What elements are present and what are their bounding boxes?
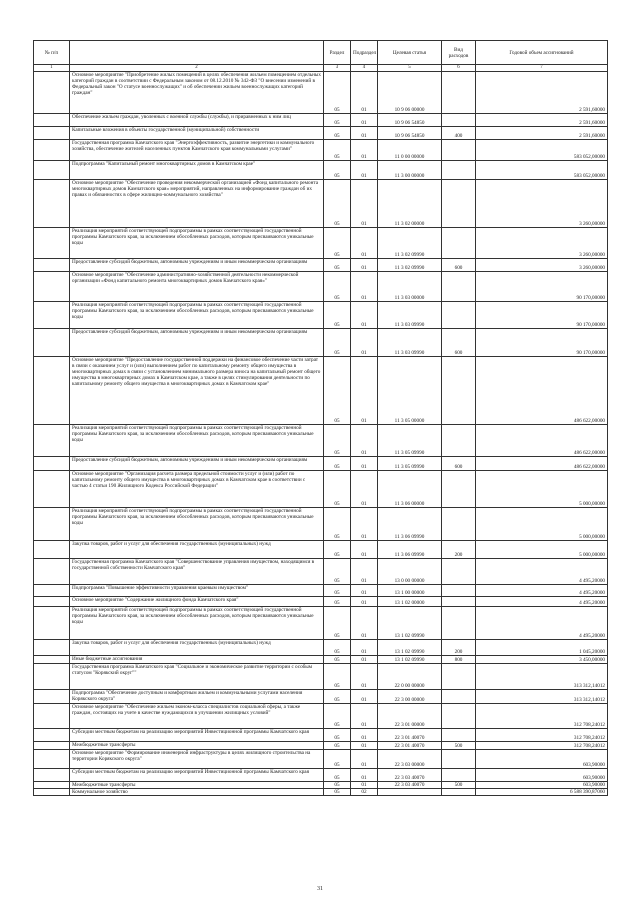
target-article-cell: 13 1 02 09990 (378, 607, 442, 640)
expense-type-cell (442, 607, 476, 640)
row-name-cell: Основное мероприятие "Содержание жилищного фонда Камчатского края" (70, 597, 324, 607)
row-number-cell (34, 664, 70, 690)
row-name-cell: Предоставление субсидий бюджетным, автономным учреждениям и иным некоммерческим организациям (70, 329, 324, 357)
razdel-cell: 05 (324, 457, 351, 471)
row-name-cell: Субсидии местным бюджетам на реализацию мероприятий Инвестиционной программы Камчатского края (70, 729, 324, 742)
table-row (34, 640, 608, 656)
table-row (34, 508, 608, 541)
amount-cell: 90 170,00000 (476, 272, 608, 302)
target-article-cell: 11 0 00 00000 (378, 140, 442, 161)
expense-type-cell (442, 789, 476, 796)
table-row (34, 259, 608, 272)
podrazdel-cell: 01 (351, 471, 378, 508)
expense-type-cell (442, 302, 476, 329)
target-article-cell: 22 3 03 40070 (378, 782, 442, 789)
table-row (34, 180, 608, 228)
expense-type-cell (442, 114, 476, 127)
row-name-cell: Реализация мероприятий соответствующей подпрограммы в рамках соответствующей государственной программы Камчатского края, за исключением обособленных расходов, которым присваиваются уникальные коды (70, 508, 324, 541)
podrazdel-cell: 01 (351, 302, 378, 329)
row-name-cell: Капитальные вложения в объекты государственной (муниципальной) собственности (70, 127, 324, 140)
column-index: 6 (442, 65, 476, 72)
row-number-cell (34, 329, 70, 357)
amount-cell: 4 495,20000 (476, 607, 608, 640)
expense-type-cell (442, 729, 476, 742)
row-number-cell (34, 127, 70, 140)
razdel-cell: 05 (324, 656, 351, 664)
table-row (34, 161, 608, 180)
razdel-cell: 05 (324, 329, 351, 357)
row-number-cell (34, 690, 70, 704)
amount-cell: 486 622,00000 (476, 357, 608, 425)
target-article-cell: 10 9 06 00000 (378, 72, 442, 114)
target-article-cell: 11 3 03 09990 (378, 302, 442, 329)
podrazdel-cell: 01 (351, 742, 378, 750)
row-number-cell (34, 228, 70, 259)
razdel-cell: 05 (324, 302, 351, 329)
podrazdel-cell: 01 (351, 750, 378, 769)
amount-cell: 3 260,00000 (476, 259, 608, 272)
podrazdel-cell: 01 (351, 640, 378, 656)
table-row (34, 457, 608, 471)
row-number-cell (34, 471, 70, 508)
row-number-cell (34, 457, 70, 471)
column-index: 4 (351, 65, 378, 72)
expense-type-cell (442, 272, 476, 302)
row-name-cell: Государственная программа Камчатского края "Совершенствование управления имуществом, находящимся в государственной собственности Камчатского края" (70, 559, 324, 585)
target-article-cell: 11 3 05 09990 (378, 425, 442, 457)
amount-cell: 4 495,20000 (476, 585, 608, 597)
header-name (70, 41, 324, 65)
expense-type-cell (442, 140, 476, 161)
amount-cell: 583 052,00000 (476, 161, 608, 180)
expense-type-cell (442, 228, 476, 259)
razdel-cell: 05 (324, 750, 351, 769)
expense-type-cell (442, 750, 476, 769)
target-article-cell: 22 3 03 00000 (378, 750, 442, 769)
target-article-cell: 10 9 06 54850 (378, 127, 442, 140)
amount-cell: 2 591,60000 (476, 127, 608, 140)
amount-cell: 3 260,00000 (476, 180, 608, 228)
target-article-cell: 22 3 01 40070 (378, 729, 442, 742)
razdel-cell: 05 (324, 161, 351, 180)
row-name-cell: Межбюджетные трансферты (70, 782, 324, 789)
table-row (34, 471, 608, 508)
amount-cell: 6 588 390,87060 (476, 789, 608, 796)
row-number-cell (34, 541, 70, 559)
row-name-cell: Основное мероприятие "Обеспечение административно-хозяйственной деятельности некоммерческой организации «Фонд капитального ремонта многоквартирных домов Камчатского края»" (70, 272, 324, 302)
table-row (34, 585, 608, 597)
expense-type-cell (442, 597, 476, 607)
row-name-cell: Коммунальное хозяйство (70, 789, 324, 796)
podrazdel-cell: 01 (351, 457, 378, 471)
row-number-cell (34, 302, 70, 329)
header-expense-type: Вид расходов (442, 41, 476, 65)
razdel-cell: 05 (324, 729, 351, 742)
row-name-cell: Предоставление субсидий бюджетным, автономным учреждениям и иным некоммерческим организациям (70, 457, 324, 471)
amount-cell: 2 591,60000 (476, 72, 608, 114)
target-article-cell: 13 1 02 09990 (378, 656, 442, 664)
amount-cell: 3 260,00000 (476, 228, 608, 259)
header-target-article: Целевая статья (378, 41, 442, 65)
row-number-cell (34, 769, 70, 782)
budget-allocation-table (33, 40, 608, 796)
table-row (34, 704, 608, 729)
table-row (34, 357, 608, 425)
expense-type-cell: 600 (442, 329, 476, 357)
podrazdel-cell: 01 (351, 161, 378, 180)
row-number-cell (34, 272, 70, 302)
target-article-cell: 13 1 02 09990 (378, 640, 442, 656)
expense-type-cell (442, 72, 476, 114)
target-article-cell: 22 3 00 00000 (378, 690, 442, 704)
expense-type-cell: 200 (442, 640, 476, 656)
column-index: 5 (378, 65, 442, 72)
podrazdel-cell: 01 (351, 729, 378, 742)
expense-type-cell (442, 559, 476, 585)
row-number-cell (34, 114, 70, 127)
row-name-cell: Предоставление субсидий бюджетным, автономным учреждениям и иным некоммерческим организациям (70, 259, 324, 272)
row-name-cell: Государственная программа Камчатского края "Энергоэффективность, развитие энергетики и коммунального хозяйства, обеспечение жителей населенных пунктов Камчатского края коммунальными услугами" (70, 140, 324, 161)
amount-cell: 3 450,00000 (476, 656, 608, 664)
row-number-cell (34, 789, 70, 796)
amount-cell: 90 170,00000 (476, 329, 608, 357)
column-index-row (34, 65, 608, 72)
amount-cell: 312 708,24012 (476, 704, 608, 729)
target-article-cell: 13 1 02 00000 (378, 597, 442, 607)
amount-cell: 312 708,24012 (476, 742, 608, 750)
amount-cell: 486 622,00000 (476, 457, 608, 471)
podrazdel-cell: 01 (351, 140, 378, 161)
row-name-cell: Реализация мероприятий соответствующей подпрограммы в рамках соответствующей государственной программы Камчатского края, за исключением обособленных расходов, которым присваиваются уникальные коды (70, 302, 324, 329)
target-article-cell: 22 3 01 40070 (378, 742, 442, 750)
razdel-cell: 05 (324, 114, 351, 127)
podrazdel-cell: 01 (351, 127, 378, 140)
target-article-cell: 11 3 06 09990 (378, 541, 442, 559)
expense-type-cell (442, 690, 476, 704)
target-article-cell: 22 3 01 00000 (378, 704, 442, 729)
amount-cell: 312 708,24012 (476, 729, 608, 742)
row-name-cell: Основное мероприятие "Предоставление государственной поддержки на финансовое обеспечение части затрат в связи с оказанием услуг и (или) выполнением работ по капитальному ремонту общего имущества в многоквартирных домах в связи с установлением минимального размера взноса на капитальный ремонт общего имущества в многоквартирных домах в Камчатском крае, а также в целях стимулирования деятельности по капитальному ремонту общего имущества в многоквартирных домах в Камчатском крае" (70, 357, 324, 425)
header-annual-amount: Годовой объем ассигнований (476, 41, 608, 65)
row-name-cell: Подпрограмма "Капитальный ремонт многоквартирных домов в Камчатском крае" (70, 161, 324, 180)
row-number-cell (34, 656, 70, 664)
podrazdel-cell: 01 (351, 690, 378, 704)
amount-cell: 5 000,00000 (476, 541, 608, 559)
row-number-cell (34, 585, 70, 597)
row-name-cell: Реализация мероприятий соответствующей подпрограммы в рамках соответствующей государственной программы Камчатского края, за исключением обособленных расходов, которым присваиваются уникальные коды (70, 425, 324, 457)
podrazdel-cell: 01 (351, 259, 378, 272)
expense-type-cell: 600 (442, 259, 476, 272)
podrazdel-cell: 01 (351, 607, 378, 640)
page-number: 31 (317, 886, 323, 892)
podrazdel-cell: 01 (351, 72, 378, 114)
razdel-cell: 05 (324, 508, 351, 541)
table-row (34, 272, 608, 302)
razdel-cell: 05 (324, 559, 351, 585)
row-name-cell: Подпрограмма "Повышение эффективности управления краевым имуществом" (70, 585, 324, 597)
table-row (34, 302, 608, 329)
row-number-cell (34, 161, 70, 180)
expense-type-cell (442, 471, 476, 508)
target-article-cell: 11 3 06 00000 (378, 471, 442, 508)
podrazdel-cell: 02 (351, 789, 378, 796)
razdel-cell: 05 (324, 541, 351, 559)
razdel-cell: 05 (324, 607, 351, 640)
row-number-cell (34, 782, 70, 789)
amount-cell: 313 312,14012 (476, 690, 608, 704)
table-row (34, 559, 608, 585)
expense-type-cell: 600 (442, 457, 476, 471)
amount-cell: 90 170,00000 (476, 302, 608, 329)
amount-cell: 5 000,00000 (476, 471, 608, 508)
row-name-cell: Закупка товаров, работ и услуг для обеспечения государственных (муниципальных) нужд (70, 640, 324, 656)
row-name-cell: Основное мероприятие "Обеспечение проведения некоммерческой организацией «Фонд капитального ремонта многоквартирных домов Камчатского края» мероприятий, направленных на информирование граждан об их правах и обязанностях в сфере жилищно-коммунального хозяйства" (70, 180, 324, 228)
amount-cell: 603,90000 (476, 750, 608, 769)
razdel-cell: 05 (324, 140, 351, 161)
target-article-cell: 22 0 00 00000 (378, 664, 442, 690)
table-row (34, 140, 608, 161)
razdel-cell: 05 (324, 259, 351, 272)
podrazdel-cell: 01 (351, 597, 378, 607)
podrazdel-cell: 01 (351, 541, 378, 559)
table-header-row (34, 41, 608, 65)
target-article-cell: 11 3 05 09990 (378, 457, 442, 471)
row-number-cell (34, 750, 70, 769)
expense-type-cell (442, 180, 476, 228)
expense-type-cell (442, 704, 476, 729)
podrazdel-cell: 01 (351, 357, 378, 425)
amount-cell: 603,90000 (476, 782, 608, 789)
expense-type-cell (442, 664, 476, 690)
target-article-cell: 13 0 00 00000 (378, 559, 442, 585)
column-index: 3 (324, 65, 351, 72)
expense-type-cell (442, 161, 476, 180)
target-article-cell: 11 3 02 09990 (378, 228, 442, 259)
target-article-cell: 10 9 06 54850 (378, 114, 442, 127)
razdel-cell: 05 (324, 597, 351, 607)
razdel-cell: 05 (324, 789, 351, 796)
row-number-cell (34, 607, 70, 640)
amount-cell: 313 312,14012 (476, 664, 608, 690)
podrazdel-cell: 01 (351, 664, 378, 690)
row-number-cell (34, 704, 70, 729)
razdel-cell: 05 (324, 704, 351, 729)
row-number-cell (34, 640, 70, 656)
column-index: 7 (476, 65, 608, 72)
table-row (34, 607, 608, 640)
table-row (34, 729, 608, 742)
expense-type-cell: 800 (442, 656, 476, 664)
razdel-cell: 05 (324, 228, 351, 259)
expense-type-cell: 500 (442, 742, 476, 750)
table-row (34, 789, 608, 796)
column-index: 1 (34, 65, 70, 72)
expense-type-cell (442, 357, 476, 425)
expense-type-cell (442, 508, 476, 541)
row-name-cell: Основное мероприятие "Обеспечение жильем эконом-класса специалистов социальной сферы, а также граждан, состоящих на учете в качестве нуждающихся в улучшении жилищных условий" (70, 704, 324, 729)
expense-type-cell: 500 (442, 782, 476, 789)
target-article-cell: 11 3 02 09990 (378, 259, 442, 272)
table-body (34, 72, 608, 796)
row-name-cell: Основное мероприятие "Организация расчета размера предельной стоимости услуг и (или) работ по капитальному ремонту общего имущества в многоквартирных домах в Камчатском крае в соответствии с частью 4 статьи 190 Жилищного Кодекса Российской Федерации" (70, 471, 324, 508)
row-name-cell: Реализация мероприятий соответствующей подпрограммы в рамках соответствующей государственной программы Камчатского края, за исключением обособленных расходов, которым присваиваются уникальные коды (70, 228, 324, 259)
amount-cell: 1 045,20000 (476, 640, 608, 656)
table-row (34, 750, 608, 769)
podrazdel-cell: 01 (351, 656, 378, 664)
amount-cell: 4 495,20000 (476, 597, 608, 607)
table-row (34, 127, 608, 140)
podrazdel-cell: 01 (351, 180, 378, 228)
razdel-cell: 05 (324, 585, 351, 597)
amount-cell: 5 000,00000 (476, 508, 608, 541)
podrazdel-cell: 01 (351, 782, 378, 789)
table-row (34, 690, 608, 704)
target-article-cell: 11 3 00 00000 (378, 161, 442, 180)
row-number-cell (34, 508, 70, 541)
row-number-cell (34, 559, 70, 585)
razdel-cell: 05 (324, 769, 351, 782)
razdel-cell: 05 (324, 425, 351, 457)
expense-type-cell (442, 425, 476, 457)
podrazdel-cell: 01 (351, 114, 378, 127)
row-name-cell: Государственная программа Камчатского края "Социальное и экономическое развитие территории с особым статусом "Корякский округ"" (70, 664, 324, 690)
table-row (34, 782, 608, 789)
expense-type-cell: 200 (442, 541, 476, 559)
razdel-cell: 05 (324, 690, 351, 704)
row-name-cell: Иные бюджетные ассигнования (70, 656, 324, 664)
row-number-cell (34, 597, 70, 607)
table-row (34, 597, 608, 607)
row-number-cell (34, 259, 70, 272)
table-row (34, 541, 608, 559)
razdel-cell: 05 (324, 471, 351, 508)
row-number-cell (34, 72, 70, 114)
table-row (34, 228, 608, 259)
table-row (34, 425, 608, 457)
razdel-cell: 05 (324, 640, 351, 656)
row-name-cell: Реализация мероприятий соответствующей подпрограммы в рамках соответствующей государственной программы Камчатского края, за исключением обособленных расходов, которым присваиваются уникальные коды (70, 607, 324, 640)
podrazdel-cell: 01 (351, 329, 378, 357)
row-name-cell: Обеспечение жильем граждан, уволенных с военной службы (службы), и приравненных к ним лиц (70, 114, 324, 127)
target-article-cell: 13 1 00 00000 (378, 585, 442, 597)
table-row (34, 72, 608, 114)
row-number-cell (34, 425, 70, 457)
razdel-cell: 05 (324, 180, 351, 228)
header-razdel: Раздел (324, 41, 351, 65)
podrazdel-cell: 01 (351, 272, 378, 302)
target-article-cell (378, 789, 442, 796)
expense-type-cell (442, 769, 476, 782)
podrazdel-cell: 01 (351, 704, 378, 729)
row-name-cell: Субсидии местным бюджетам на реализацию мероприятий Инвестиционной программы Камчатского края (70, 769, 324, 782)
razdel-cell: 05 (324, 742, 351, 750)
table-row (34, 769, 608, 782)
table-row (34, 329, 608, 357)
podrazdel-cell: 01 (351, 508, 378, 541)
header-num: № п/п (34, 41, 70, 65)
amount-cell: 486 622,00000 (476, 425, 608, 457)
target-article-cell: 22 3 03 40070 (378, 769, 442, 782)
podrazdel-cell: 01 (351, 559, 378, 585)
target-article-cell: 11 3 02 00000 (378, 180, 442, 228)
razdel-cell: 05 (324, 272, 351, 302)
table-row (34, 114, 608, 127)
podrazdel-cell: 01 (351, 425, 378, 457)
target-article-cell: 11 3 05 00000 (378, 357, 442, 425)
expense-type-cell: 400 (442, 127, 476, 140)
row-name-cell: Закупка товаров, работ и услуг для обеспечения государственных (муниципальных) нужд (70, 541, 324, 559)
razdel-cell: 05 (324, 127, 351, 140)
row-number-cell (34, 742, 70, 750)
row-number-cell (34, 357, 70, 425)
budget-table-page (33, 40, 607, 796)
table-row (34, 742, 608, 750)
amount-cell: 4 495,20000 (476, 559, 608, 585)
amount-cell: 603,90000 (476, 769, 608, 782)
podrazdel-cell: 01 (351, 585, 378, 597)
podrazdel-cell: 01 (351, 769, 378, 782)
row-name-cell: Подпрограмма "Обеспечение доступным и комфортным жильем и коммунальными услугами населения Корякского округа" (70, 690, 324, 704)
target-article-cell: 11 3 03 00000 (378, 272, 442, 302)
expense-type-cell (442, 585, 476, 597)
row-number-cell (34, 180, 70, 228)
podrazdel-cell: 01 (351, 228, 378, 259)
amount-cell: 2 591,60000 (476, 114, 608, 127)
row-name-cell: Основное мероприятие "Приобретение жилых помещений в целях обеспечения жильем помещением отдельных категорий граждан в соответствии с Федеральным законом от 08.12.2010 № 342-ФЗ "О внесении изменений в Федеральный закон "О статусе военнослужащих" и об обеспечении жильем военнослужащих категорий граждан" (70, 72, 324, 114)
razdel-cell: 05 (324, 357, 351, 425)
razdel-cell: 05 (324, 664, 351, 690)
target-article-cell: 11 3 03 09990 (378, 329, 442, 357)
row-number-cell (34, 140, 70, 161)
row-name-cell: Основное мероприятие "Формирование инженерной инфраструктуры в целях жилищного строительства на территории Корякского округа" (70, 750, 324, 769)
table-row (34, 656, 608, 664)
row-number-cell (34, 729, 70, 742)
table-row (34, 664, 608, 690)
target-article-cell: 11 3 06 09990 (378, 508, 442, 541)
header-podrazdel: Подраздел (351, 41, 378, 65)
row-name-cell: Межбюджетные трансферты (70, 742, 324, 750)
razdel-cell: 05 (324, 782, 351, 789)
razdel-cell: 05 (324, 72, 351, 114)
amount-cell: 583 052,00000 (476, 140, 608, 161)
column-index: 2 (70, 65, 324, 72)
